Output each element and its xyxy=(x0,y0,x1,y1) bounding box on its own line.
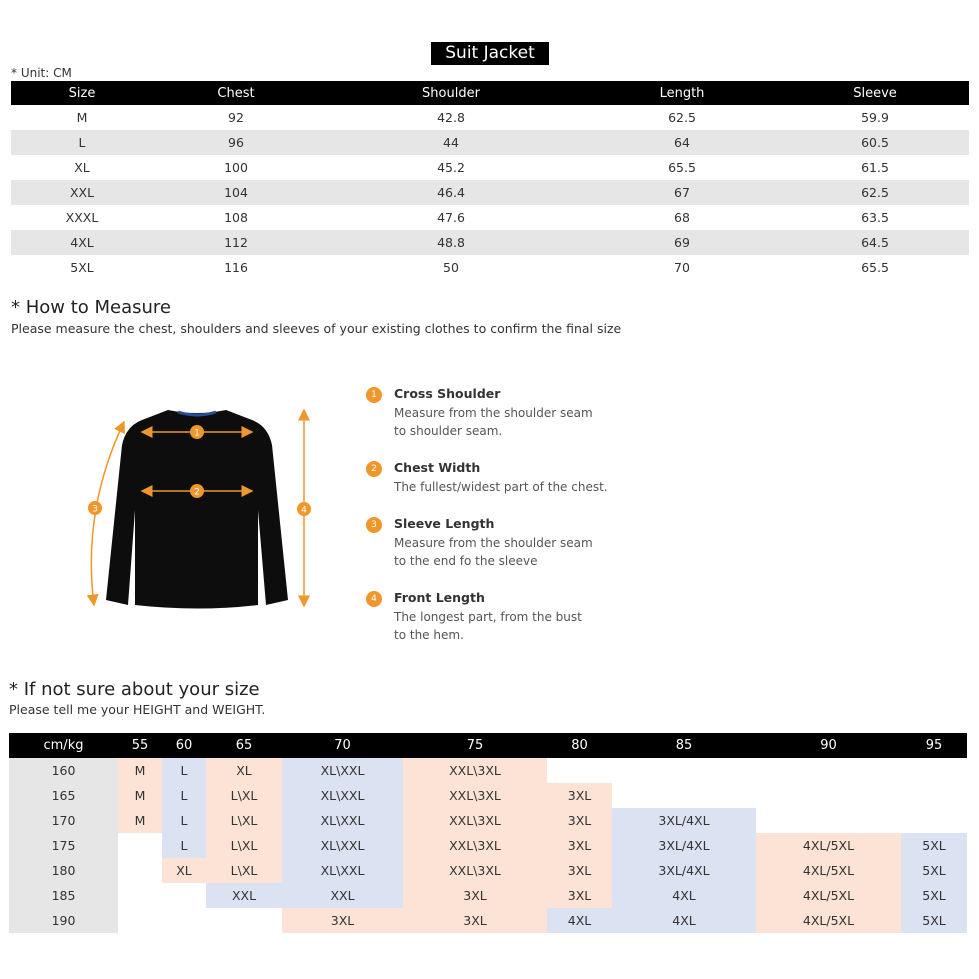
table-cell: L xyxy=(162,833,206,858)
table-cell: 5XL xyxy=(901,833,967,858)
measure-title: Front Length xyxy=(394,590,485,605)
height-cell: 160 xyxy=(9,758,118,783)
measure-desc: The fullest/widest part of the chest. xyxy=(394,480,608,494)
size-table xyxy=(11,81,969,280)
table-cell: 4XL xyxy=(612,908,756,933)
table-cell xyxy=(756,758,901,783)
table-cell: L xyxy=(162,808,206,833)
table-cell: XXL\3XL xyxy=(403,833,547,858)
table-cell: 5XL xyxy=(901,858,967,883)
table-cell: L\XL xyxy=(206,833,282,858)
table-row xyxy=(11,180,969,205)
size-header-shoulder: Shoulder xyxy=(319,81,583,105)
table-cell: 62.5 xyxy=(781,180,969,205)
table-cell: 108 xyxy=(224,210,248,225)
table-cell: 4XL/5XL xyxy=(756,833,901,858)
hw-header-weight: 95 xyxy=(901,733,967,758)
table-cell: 3XL/4XL xyxy=(612,833,756,858)
size-table-header xyxy=(11,81,969,105)
table-row xyxy=(11,155,969,180)
table-cell xyxy=(206,908,282,933)
table-cell: 46.4 xyxy=(319,180,583,205)
table-cell xyxy=(118,833,162,858)
hw-header-row xyxy=(9,733,967,758)
diagram-badge-4: 4 xyxy=(301,505,307,516)
table-cell: XL xyxy=(162,858,206,883)
table-cell: 61.5 xyxy=(861,160,889,175)
table-cell xyxy=(901,808,967,833)
number-badge: 2 xyxy=(366,461,382,477)
unit-note: * Unit: CM xyxy=(11,66,72,80)
table-cell: 44 xyxy=(319,130,583,155)
size-advice-title: * If not sure about your size xyxy=(9,679,260,700)
table-cell: 64.5 xyxy=(781,230,969,255)
table-cell: XL\XXL xyxy=(282,783,403,808)
table-cell: 3XL xyxy=(547,808,612,833)
table-row xyxy=(9,883,967,908)
hw-header-weight: 70 xyxy=(282,733,403,758)
measure-title: Cross Shoulder xyxy=(394,386,501,401)
table-cell: M xyxy=(118,808,162,833)
table-cell: XL xyxy=(74,160,90,175)
table-cell: M xyxy=(76,110,88,125)
table-cell: 3XL xyxy=(282,908,403,933)
table-cell: 4XL/5XL xyxy=(756,908,901,933)
table-cell: 47.6 xyxy=(437,210,465,225)
table-cell: XL xyxy=(206,758,282,783)
table-cell xyxy=(901,783,967,808)
size-header-length: Length xyxy=(583,81,781,105)
measure-desc: Measure from the shoulder seam to shoulder seam. xyxy=(394,406,593,438)
table-cell: 65.5 xyxy=(861,260,889,275)
table-cell: 116 xyxy=(224,260,248,275)
table-cell: 4XL xyxy=(612,883,756,908)
table-row xyxy=(9,808,967,833)
table-cell: XXL\3XL xyxy=(403,783,547,808)
table-row xyxy=(9,783,967,808)
table-cell: 112 xyxy=(153,230,319,255)
table-cell xyxy=(547,758,612,783)
hw-header-corner: cm/kg xyxy=(9,733,118,758)
how-to-measure-subtitle: Please measure the chest, shoulders and sleeves of your existing clothes to confirm the final size xyxy=(11,321,622,336)
hw-header-weight: 75 xyxy=(403,733,547,758)
height-cell: 175 xyxy=(9,833,118,858)
table-cell: 96 xyxy=(153,130,319,155)
table-cell xyxy=(162,883,206,908)
table-cell: 3XL xyxy=(403,908,547,933)
hw-header-weight: 60 xyxy=(162,733,206,758)
table-cell: 63.5 xyxy=(861,210,889,225)
table-cell: 5XL xyxy=(901,908,967,933)
table-cell: 48.8 xyxy=(319,230,583,255)
table-cell: L\XL xyxy=(206,783,282,808)
height-cell: 180 xyxy=(9,858,118,883)
table-row xyxy=(11,230,969,255)
table-cell: 45.2 xyxy=(437,160,465,175)
measure-desc: The longest part, from the bust to the hem. xyxy=(394,610,582,642)
table-cell: 5XL xyxy=(70,260,94,275)
table-cell: XXL xyxy=(11,180,153,205)
table-row xyxy=(11,255,969,280)
height-cell: 190 xyxy=(9,908,118,933)
number-badge: 3 xyxy=(366,517,382,533)
table-cell xyxy=(118,858,162,883)
table-row xyxy=(11,105,969,130)
measure-title: Chest Width xyxy=(394,460,481,475)
table-cell: XL\XXL xyxy=(282,808,403,833)
table-cell: 59.9 xyxy=(861,110,889,125)
table-cell: 4XL xyxy=(547,908,612,933)
sweater-diagram xyxy=(80,400,330,615)
table-cell xyxy=(612,783,756,808)
table-cell: L xyxy=(162,783,206,808)
table-cell xyxy=(756,808,901,833)
table-cell: 50 xyxy=(443,260,459,275)
height-cell: 165 xyxy=(9,783,118,808)
sweater-icon xyxy=(106,410,288,609)
table-cell: XL\XXL xyxy=(282,833,403,858)
table-row xyxy=(9,758,967,783)
table-cell xyxy=(756,783,901,808)
table-cell: 4XL/5XL xyxy=(756,883,901,908)
table-row xyxy=(9,833,967,858)
height-cell: 185 xyxy=(9,883,118,908)
diagram-badge-2: 2 xyxy=(194,487,200,498)
table-cell: 100 xyxy=(224,160,248,175)
table-cell: 64 xyxy=(583,130,781,155)
table-cell: 104 xyxy=(153,180,319,205)
hw-header-weight: 90 xyxy=(756,733,901,758)
table-cell: XXL xyxy=(206,883,282,908)
table-cell: M xyxy=(118,758,162,783)
table-cell: 3XL/4XL xyxy=(612,858,756,883)
table-cell: 3XL xyxy=(547,783,612,808)
table-cell: XXL\3XL xyxy=(403,808,547,833)
height-cell: 170 xyxy=(9,808,118,833)
hw-header-weight: 65 xyxy=(206,733,282,758)
table-cell: 69 xyxy=(583,230,781,255)
height-weight-table xyxy=(9,733,967,933)
table-cell: 92 xyxy=(228,110,244,125)
table-cell: 3XL xyxy=(547,858,612,883)
table-cell xyxy=(118,908,162,933)
table-cell: 70 xyxy=(674,260,690,275)
table-cell: M xyxy=(118,783,162,808)
table-cell: XXL xyxy=(282,883,403,908)
size-header-chest: Chest xyxy=(153,81,319,105)
table-cell: XXXL xyxy=(65,210,99,225)
table-cell: 62.5 xyxy=(668,110,696,125)
page-title: Suit Jacket xyxy=(431,42,549,65)
table-cell: L xyxy=(162,758,206,783)
diagram-badge-1: 1 xyxy=(194,428,200,439)
measure-title: Sleeve Length xyxy=(394,516,495,531)
hw-header-weight: 55 xyxy=(118,733,162,758)
table-cell: 68 xyxy=(674,210,690,225)
size-advice-subtitle: Please tell me your HEIGHT and WEIGHT. xyxy=(9,702,266,717)
table-row xyxy=(9,908,967,933)
table-cell: 67 xyxy=(583,180,781,205)
table-cell: XXL\3XL xyxy=(403,858,547,883)
table-cell xyxy=(612,758,756,783)
table-cell: L xyxy=(11,130,153,155)
diagram-badge-3: 3 xyxy=(92,504,98,515)
table-cell xyxy=(901,758,967,783)
table-cell xyxy=(118,883,162,908)
table-cell: XXL\3XL xyxy=(403,758,547,783)
table-row xyxy=(11,205,969,230)
table-cell: 42.8 xyxy=(437,110,465,125)
table-cell: L\XL xyxy=(206,808,282,833)
table-row xyxy=(11,130,969,155)
table-cell: 4XL/5XL xyxy=(756,858,901,883)
measure-desc: Measure from the shoulder seam to the end fo the sleeve xyxy=(394,536,593,568)
table-cell: 3XL xyxy=(547,883,612,908)
table-row xyxy=(9,858,967,883)
hw-header-weight: 80 xyxy=(547,733,612,758)
table-cell: 3XL/4XL xyxy=(612,808,756,833)
how-to-measure-title: * How to Measure xyxy=(11,297,172,318)
table-cell: L\XL xyxy=(206,858,282,883)
table-cell: XL\XXL xyxy=(282,758,403,783)
number-badge: 4 xyxy=(366,591,382,607)
table-cell: 3XL xyxy=(547,833,612,858)
table-cell: 4XL xyxy=(11,230,153,255)
table-cell: 3XL xyxy=(403,883,547,908)
number-badge: 1 xyxy=(366,387,382,403)
size-header-size: Size xyxy=(11,81,153,105)
table-cell: 5XL xyxy=(901,883,967,908)
table-cell: XL\XXL xyxy=(282,858,403,883)
table-cell: 60.5 xyxy=(781,130,969,155)
table-cell: 65.5 xyxy=(668,160,696,175)
size-header-sleeve: Sleeve xyxy=(781,81,969,105)
hw-header-weight: 85 xyxy=(612,733,756,758)
table-cell xyxy=(162,908,206,933)
